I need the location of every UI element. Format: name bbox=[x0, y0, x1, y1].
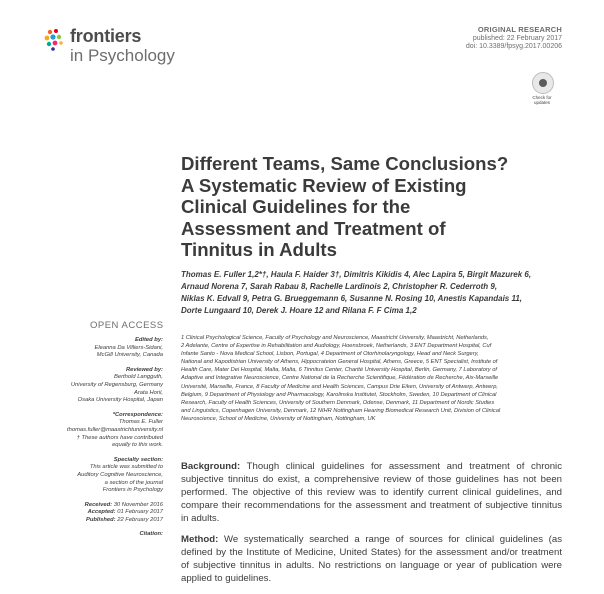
affiliation-line: Université, Marseille, France, 8 Faculty of Medicine and Health Sciences, Campus Drie Eiken, University of Antwerp, Antwerp, bbox=[181, 383, 498, 390]
check-for-updates-badge[interactable] bbox=[524, 72, 558, 112]
date-accepted bbox=[13, 509, 163, 517]
correspondence-heading: *Correspondence: bbox=[112, 411, 163, 418]
specialty-section-block bbox=[13, 457, 163, 495]
title-line: Different Teams, Same Conclusions? bbox=[181, 153, 509, 174]
published-date: published: 22 February 2017 bbox=[472, 34, 562, 42]
open-access-label: OPEN ACCESS bbox=[90, 320, 164, 331]
affiliation-line: Infante Santo - Nova Medical School, Lisbon, Portugal, 4 Department of Otorhinolaryngology, Head and Neck Surgery, bbox=[181, 351, 479, 358]
background-label: Background: bbox=[181, 461, 241, 472]
edited-by-heading: Edited by: bbox=[134, 337, 163, 343]
author-line: Dorte Lungaard 10, Derek J. Hoare 12 and Rilana F. F Cima 1,2 bbox=[181, 306, 417, 315]
correspondence-block bbox=[13, 412, 163, 450]
reviewer-line: University of Regensburg, Germany bbox=[70, 381, 163, 388]
editor-line: McGill University, Canada bbox=[96, 352, 163, 359]
date-published bbox=[13, 517, 163, 525]
article-sidebar bbox=[13, 337, 163, 539]
date-label: Accepted: bbox=[87, 509, 116, 516]
author-list bbox=[181, 269, 553, 317]
affiliation-line: and Linguistics, Copenhagen University, Denmark, 12 NIHR Nottingham Hearing Biomedical Research Unit, Division of Clinical bbox=[181, 407, 501, 414]
frontiers-logo-icon bbox=[44, 28, 66, 52]
journal-subname: in Psychology bbox=[70, 46, 175, 65]
reviewer-line: Berthold Langguth, bbox=[114, 374, 163, 381]
citation-heading: Citation: bbox=[139, 531, 163, 538]
affiliation-line: Research, Faculty of Health Sciences, University of Southern Denmark, Odense, Denmark, 11 Department of Nordic Studies bbox=[181, 399, 495, 406]
affiliation-line: Health Care, Mater Dei Hospital, Malta, Malta, 6 Tinnitus Center, Charité University Hospital, Berlin, Germany, 7 Laboratory of bbox=[181, 367, 497, 374]
title-line: Assessment and Treatment of bbox=[181, 217, 446, 239]
doi[interactable]: doi: 10.3389/fpsyg.2017.00206 bbox=[465, 43, 562, 50]
affiliation-line: 1 Clinical Psychological Science, Faculty of Psychology and Neuroscience, Maastricht University, Maastricht, Netherlands, bbox=[181, 335, 489, 341]
reviewed-by-heading: Reviewed by: bbox=[125, 366, 163, 373]
edited-by-block bbox=[13, 337, 163, 360]
check-for-updates-label: Check for updates bbox=[532, 95, 552, 105]
specialty-line: a section of the journal bbox=[104, 479, 163, 486]
author-line: Arnaud Norena 7, Sarah Rabau 8, Rachelle Lardinois 2, Christopher R. Cederroth 9, bbox=[181, 282, 498, 291]
method-text: We systematically searched a range of sources for clinical guidelines (as defined by the Institute of Medicine, United States) for the assessment and/or treatment of subjective tinnitus in adults. No restrictions on language or year of publication were applied to guidelines. bbox=[181, 534, 562, 584]
journal-logo bbox=[44, 26, 194, 66]
date-value: 01 February 2017 bbox=[117, 509, 163, 516]
contribution-note: † These authors have contributed bbox=[76, 434, 163, 441]
author-line: Thomas E. Fuller 1,2*†, Haula F. Haider 3†, Dimitris Kikidis 4, Alec Lapira 5, Birgit Mazurek 6, bbox=[181, 270, 532, 279]
correspondence-email[interactable]: thomas.fuller@maastrichtuniversity.nl bbox=[67, 426, 163, 433]
reviewer-line: Arata Horii, bbox=[134, 389, 163, 396]
date-label: Published: bbox=[85, 516, 116, 523]
date-value: 30 November 2016 bbox=[113, 501, 163, 508]
specialty-line: Auditory Cognitive Neuroscience, bbox=[77, 471, 163, 478]
abstract-background bbox=[181, 460, 562, 525]
background-text: Though clinical guidelines for assessment and treatment of chronic subjective tinnitus do exist, a comprehensive review of those guidelines has not been performed. The objective of this review was to identify current clinical guidelines, and compare their recommendations for the assessment and treatment of subjective tinnitus in adults. bbox=[181, 461, 562, 524]
specialty-line: Frontiers in Psychology bbox=[102, 487, 163, 494]
date-label: Received: bbox=[84, 501, 113, 508]
contribution-note: equally to this work. bbox=[112, 442, 163, 449]
affiliation-line: 2 Adelante, Centre of Expertise in Rehabilitation and Audiology, Hoensbroek, Netherlands, 3 ENT Department Hospital, Cuf bbox=[181, 343, 492, 350]
abstract bbox=[181, 460, 562, 593]
affiliation-line: Adaptive and Integrative Neuroscience, Centre National de la Recherche Scientifique, Fédération de Recherche, Aix-Marseille bbox=[181, 375, 499, 382]
journal-name: frontiers bbox=[70, 26, 142, 46]
affiliation-line: Neuroscience, School of Medicine, University of Nottingham, Nottingham, UK bbox=[181, 415, 376, 422]
title-line: Clinical Guidelines for the bbox=[181, 196, 411, 218]
article-type: ORIGINAL RESEARCH bbox=[477, 25, 562, 34]
article-meta bbox=[466, 26, 562, 52]
method-label: Method: bbox=[181, 534, 219, 545]
affiliations bbox=[181, 334, 565, 423]
crossmark-icon bbox=[532, 72, 554, 94]
title-line: A Systematic Review of Existing bbox=[181, 174, 467, 196]
author-line: Niklas K. Edvall 9, Petra G. Brueggemann 6, Susanne N. Rosing 10, Anestis Kapandais 11, bbox=[181, 294, 522, 303]
dates-block bbox=[13, 502, 163, 525]
reviewer-line: Osaka University Hospital, Japan bbox=[77, 397, 163, 404]
specialty-line: This article was submitted to bbox=[89, 464, 163, 471]
editor-line: Eleanna Da Villiers-Sidani, bbox=[94, 344, 163, 351]
affiliation-line: National and Kapodistrian University of Athens, Hippocrateion General Hospital, Athens, Greece, 5 ENT Specialist, Institute of bbox=[181, 359, 498, 366]
article-title bbox=[181, 153, 571, 261]
reviewed-by-block bbox=[13, 367, 163, 405]
title-line: Tinnitus in Adults bbox=[181, 239, 337, 261]
date-received bbox=[13, 502, 163, 510]
affiliation-line: Belgium, 9 Department of Physiology and Pharmacology, Karolinska Institutet, Stockholm, Sweden, 10 Department of Clinical bbox=[181, 391, 497, 398]
specialty-heading: Specialty section: bbox=[113, 456, 163, 463]
abstract-method bbox=[181, 533, 562, 585]
date-value: 22 February 2017 bbox=[117, 516, 163, 523]
correspondence-name: Thomas E. Fuller bbox=[118, 419, 163, 426]
